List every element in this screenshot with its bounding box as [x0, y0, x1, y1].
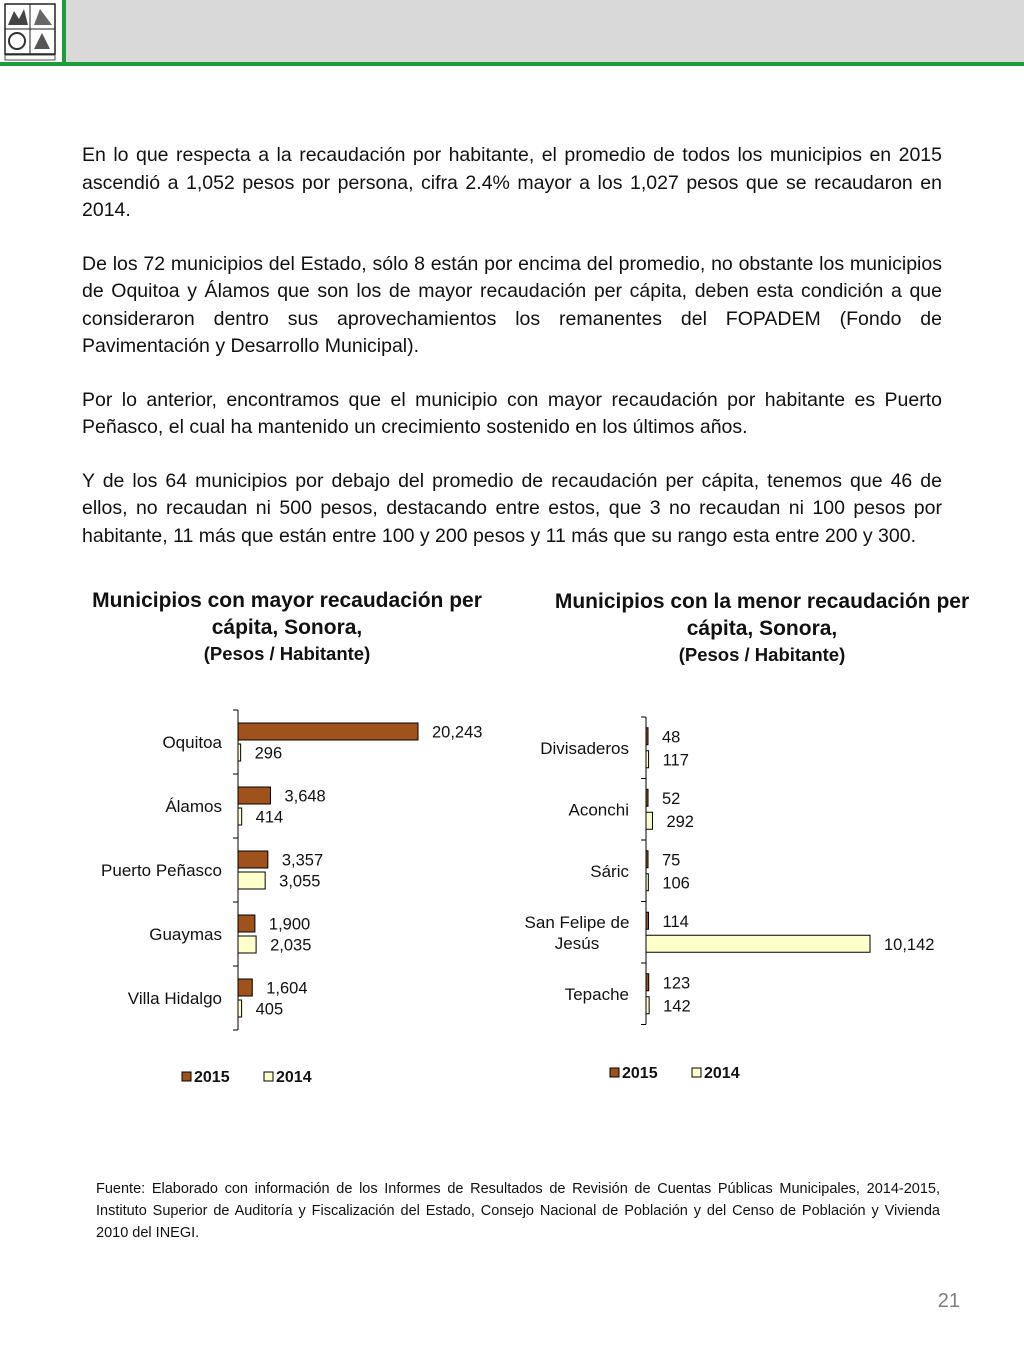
- left-chart-subtitle: (Pesos / Habitante): [203, 643, 371, 664]
- data-label-2014: 405: [255, 1000, 284, 1019]
- page-number: 21: [937, 1290, 960, 1312]
- data-label-2015: 52: [662, 789, 681, 808]
- right-chart-title: [548, 588, 976, 668]
- bar-2015-4: [646, 974, 649, 991]
- data-label-2014: 10,142: [884, 935, 935, 954]
- data-label-2015: 114: [662, 912, 689, 931]
- category-label: Tepache: [564, 984, 629, 1004]
- bar-2015-2: [238, 851, 268, 868]
- right-bar-chart: [500, 700, 960, 1100]
- body-text: [82, 142, 942, 576]
- paragraph-3: Por lo anterior, encontramos que el municipio con mayor recaudación por habitante es Puerto Peñasco, el cual ha mantenido un crecimiento sostenido en los últimos años.: [82, 388, 942, 438]
- right-chart-subtitle: (Pesos / Habitante): [678, 644, 846, 665]
- right-chart-title-text: Municipios con la menor recaudación per cápita, Sonora,: [554, 590, 970, 640]
- data-label-2015: 1,900: [268, 915, 311, 934]
- legend-label-2015: 2015: [622, 1065, 658, 1082]
- data-label-2015: 3,357: [281, 851, 324, 870]
- legend-label-2014: 2014: [276, 1069, 312, 1086]
- bar-2014-3: [646, 935, 870, 952]
- data-label-2015: 20,243: [432, 723, 483, 742]
- data-label-2014: 2,035: [270, 936, 312, 955]
- bar-2014-0: [646, 751, 649, 768]
- paragraph-4: Y de los 64 municipios por debajo del promedio de recaudación per cápita, tenemos que 46 de ellos, no recaudan ni 500 pesos, destacando entre estos, que 3 no recaudan ni 100 pesos por habitante, 11 más que están entre 100 y 200 pesos y 11 más que su rango esta entre 200 y 300.: [82, 469, 942, 547]
- legend-label-2014: 2014: [704, 1065, 740, 1082]
- bar-2015-1: [646, 789, 648, 806]
- data-label-2015: 48: [662, 728, 681, 747]
- header-bar: [0, 0, 1024, 66]
- paragraph-1: En lo que respecta a la recaudación por habitante, el promedio de todos los municipios en 2015 ascendió a 1,052 pesos por persona, cifra 2.4% mayor a los 1,027 pesos que se recaudaron en 2014.: [82, 144, 942, 221]
- category-label: Guaymas: [149, 925, 222, 944]
- state-seal-logo: [4, 3, 56, 61]
- bar-2015-3: [238, 915, 255, 932]
- legend-label-2015: 2015: [194, 1069, 230, 1086]
- paragraph-2: De los 72 municipios del Estado, sólo 8 están por encima del promedio, no obstante los municipios de Oquitoa y Álamos que son los de mayor recaudación per cápita, deben esta condición a que consideraron dentro sus aprovechamientos los remanentes del FOPADEM (Fondo de Pavimentación y Desarrollo Municipal).: [82, 252, 942, 357]
- bar-2014-1: [646, 812, 652, 829]
- bar-2015-4: [238, 979, 252, 996]
- data-label-2015: 3,648: [284, 787, 326, 806]
- data-label-2014: 142: [663, 997, 691, 1016]
- bar-2014-2: [646, 874, 648, 891]
- category-label: Álamos: [165, 797, 222, 816]
- category-label: San Felipe de Jesús: [524, 912, 630, 953]
- logo-box: [0, 0, 66, 66]
- bar-2015-0: [646, 728, 648, 745]
- left-chart-title-text: Municipios con mayor recaudación per cápita, Sonora,: [92, 589, 482, 639]
- data-label-2014: 117: [662, 751, 689, 770]
- legend-swatch-2015: [610, 1068, 619, 1077]
- bar-2015-2: [646, 851, 648, 868]
- legend-swatch-2014: [692, 1068, 701, 1077]
- bar-2014-2: [238, 872, 265, 889]
- data-label-2015: 1,604: [266, 979, 308, 998]
- data-label-2014: 292: [666, 812, 694, 831]
- category-label: Divisaderos: [540, 738, 629, 758]
- data-label-2015: 75: [662, 851, 681, 870]
- category-label: Aconchi: [568, 800, 629, 820]
- bar-2015-0: [238, 723, 418, 740]
- data-label-2014: 3,055: [279, 872, 321, 891]
- bar-2014-3: [238, 936, 256, 953]
- bar-2015-1: [238, 787, 270, 804]
- bar-2014-0: [238, 744, 241, 761]
- data-label-2014: 106: [662, 874, 690, 893]
- bar-2014-4: [238, 1000, 242, 1017]
- category-label: Puerto Peñasco: [101, 861, 222, 880]
- bar-2014-4: [646, 997, 649, 1014]
- category-label: Oquitoa: [162, 733, 222, 752]
- data-label-2015: 123: [662, 974, 691, 993]
- category-label: Villa Hidalgo: [127, 989, 222, 1008]
- left-chart-title: [60, 587, 514, 667]
- data-label-2014: 414: [255, 808, 284, 827]
- data-label-2014: 296: [254, 744, 283, 763]
- source-note: Fuente: Elaborado con información de los Informes de Resultados de Revisión de Cuentas Públicas Municipales, 2014-2015, Instituto Superior de Auditoría y Fiscalización del Estado, Consejo Nacional de Población y del Censo de Población y Vivienda 2010 del INEGI.: [96, 1181, 940, 1241]
- legend-swatch-2015: [182, 1072, 191, 1081]
- bar-2014-1: [238, 808, 242, 825]
- left-bar-chart: [60, 700, 514, 1100]
- legend-swatch-2014: [264, 1072, 273, 1081]
- category-label: Sáric: [590, 861, 629, 881]
- bar-2015-3: [646, 912, 649, 929]
